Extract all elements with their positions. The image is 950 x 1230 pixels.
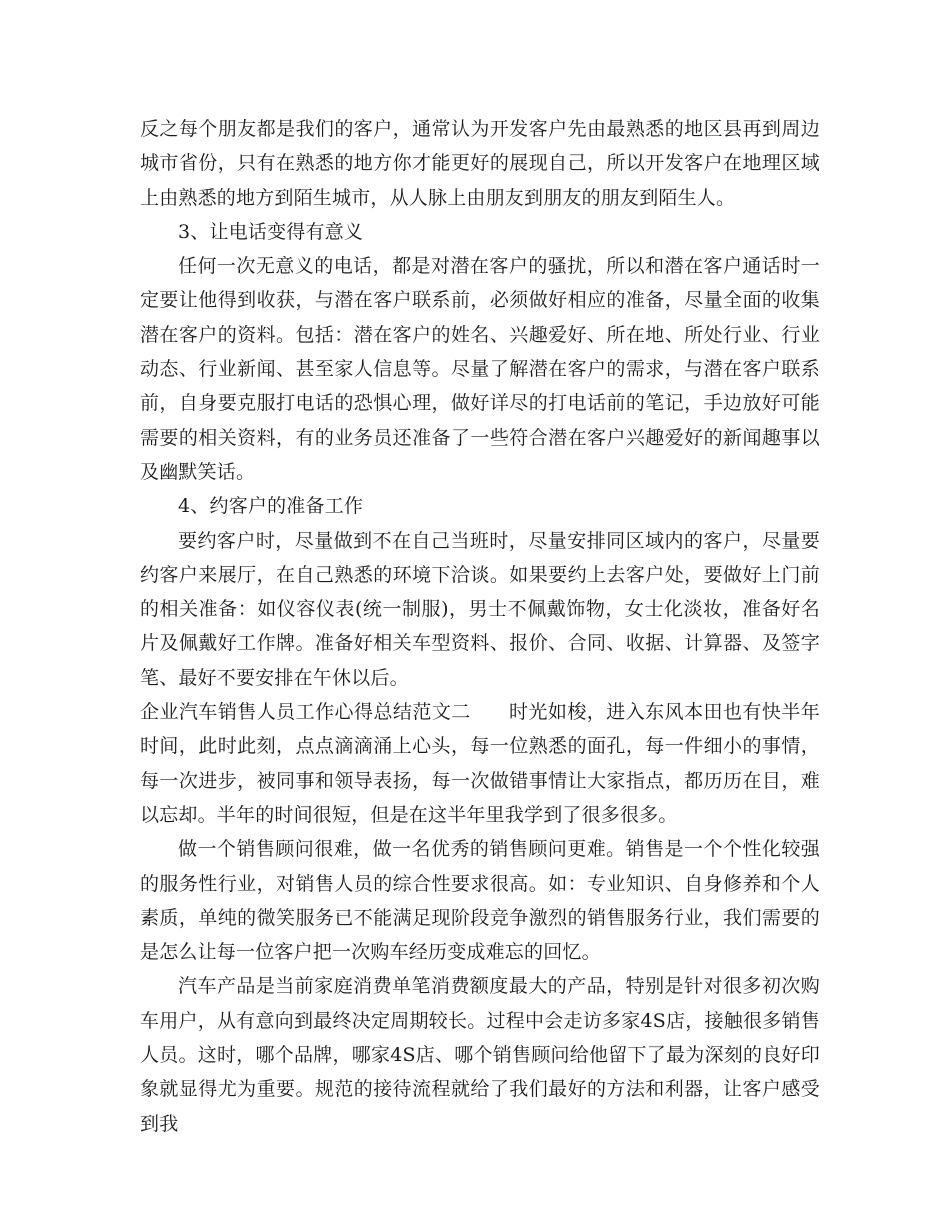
article-two-title: 企业汽车销售人员工作心得总结范文二: [140, 701, 471, 724]
paragraph-car-products: 汽车产品是当前家庭消费单笔消费额度最大的产品，特别是针对很多初次购车用户，从有意向到最终决定周期较长。过程中会走访多家4S店，接触很多销售人员。这时，哪个品牌，哪家4S店、哪个销售顾问给他留下了最为深刻的良好印象就显得尤为重要。规范的接待流程就给了我们最好的方法和利器，让客户感受到我: [140, 975, 820, 1135]
paragraph-sales-consultant: 做一个销售顾问很难，做一名优秀的销售顾问更难。销售是一个个性化较强的服务性行业，对销售人员的综合性要求很高。如：专业知识、自身修养和个人素质，单纯的微笑服务已不能满足现阶段竞争激烈的销售服务行业，我们需要的是怎么让每一位客户把一次购车经历变成难忘的回忆。: [140, 838, 820, 964]
paragraph-appointment-prep: 要约客户时，尽量做到不在自己当班时，尽量安排同区域内的客户，尽量要约客户来展厅，在自己熟悉的环境下洽谈。如果要约上去客户处，要做好上门前的相关准备：如仪容仪表(统一制服)，男士不佩戴饰物，女士化淡妆，准备好名片及佩戴好工作牌。准备好相关车型资料、报价、合同、收据、计算器、及签字笔、最好不要安排在午休以后。: [140, 529, 820, 689]
paragraph-continued: 反之每个朋友都是我们的客户，通常认为开发客户先由最熟悉的地区县再到周边城市省份，只有在熟悉的地方你才能更好的展现自己，所以开发客户在地理区域上由熟悉的地方到陌生城市，从人脉上由朋友到朋友的朋友到陌生人。: [140, 118, 820, 209]
article-two-body: 时光如梭，进入东风本田也有快半年时间，此时此刻，点点滴滴涌上心头，每一位熟悉的面孔，每一件细小的事情，每一次进步，被同事和领导表扬，每一次做错事情让大家指点，都历历在目，难以忘却。半年的时间很短，但是在这半年里我学到了很多很多。: [140, 701, 821, 826]
paragraph-article-two: [140, 695, 820, 832]
section-heading-3: 3、让电话变得有意义: [178, 220, 364, 243]
paragraph-phone-calls: 任何一次无意义的电话，都是对潜在客户的骚扰，所以和潜在客户通话时一定要让他得到收获，与潜在客户联系前，必须做好相应的准备，尽量全面的收集潜在客户的资料。包括：潜在客户的姓名、兴趣爱好、所在地、所处行业、行业动态、行业新闻、甚至家人信息等。尽量了解潜在客户的需求，与潜在客户联系前，自身要克服打电话的恐惧心理，做好详尽的打电话前的笔记，手边放好可能需要的相关资料，有的业务员还准备了一些符合潜在客户兴趣爱好的新闻趣事以及幽默笑话。: [140, 255, 820, 483]
section-heading-4: 4、约客户的准备工作: [178, 495, 364, 518]
document-page: [140, 112, 820, 1141]
